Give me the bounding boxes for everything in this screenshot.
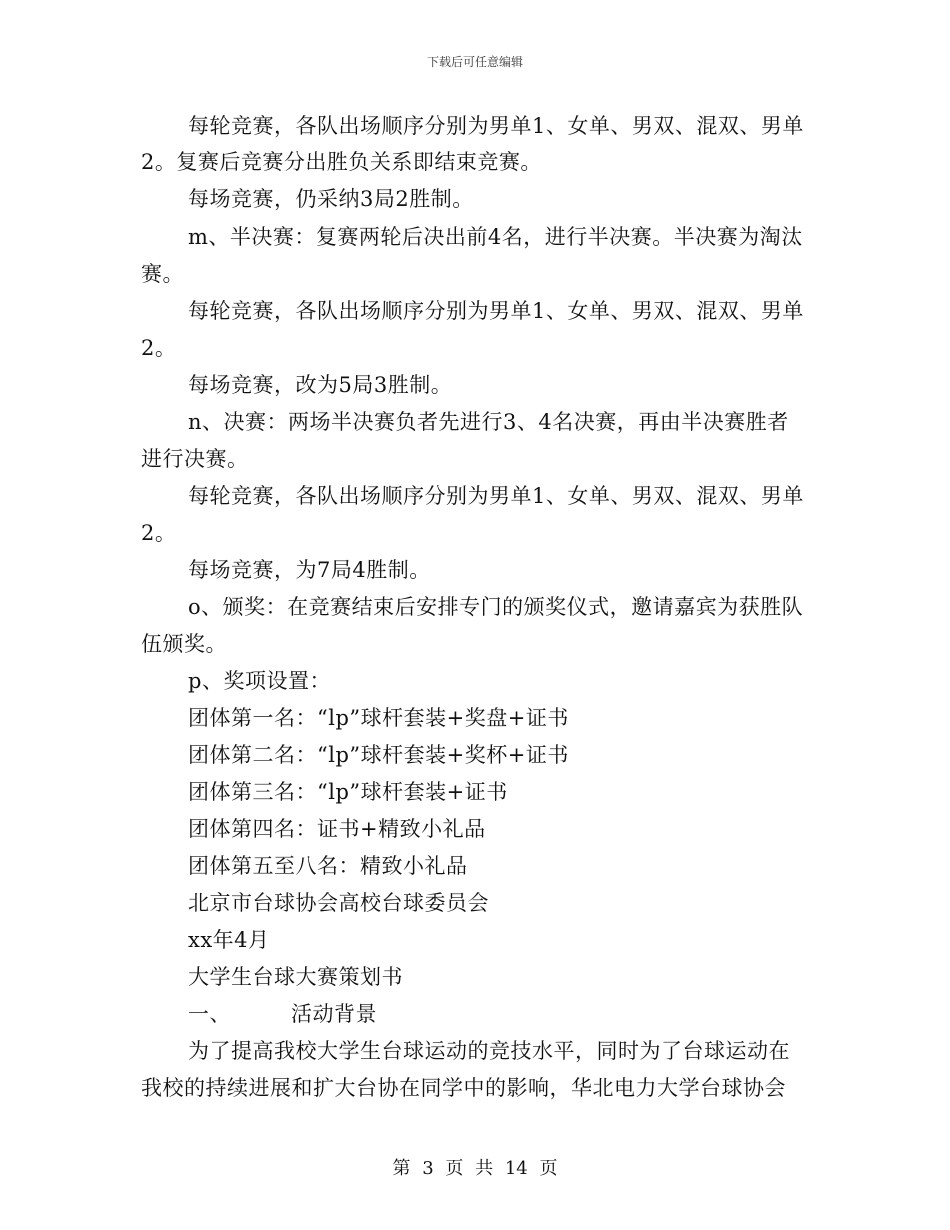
body-line: 团体第五至八名：精致小礼品 xyxy=(188,854,468,878)
page-header: 下载后可任意编辑 xyxy=(426,55,523,69)
body-line: 2。 xyxy=(141,336,177,360)
body-line: o、颁奖：在竞赛结束后安排专门的颁奖仪式，邀请嘉宾为获胜队 xyxy=(188,595,804,619)
body-line: 伍颁奖。 xyxy=(141,632,227,656)
body-line: 2。复赛后竞赛分出胜负关系即结束竞赛。 xyxy=(141,150,542,174)
body-line: 为了提高我校大学生台球运动的竞技水平，同时为了台球运动在 xyxy=(188,1039,790,1063)
body-line: n、决赛：两场半决赛负者先进行3、4名决赛，再由半决赛胜者 xyxy=(188,410,789,434)
body-line: 进行决赛。 xyxy=(141,447,249,471)
body-line: 我校的持续进展和扩大台协在同学中的影响，华北电力大学台球协会 xyxy=(141,1076,786,1100)
body-line: xx年4月 xyxy=(188,928,270,952)
page-footer: 第 3 页 共 14 页 xyxy=(392,1158,558,1179)
body-line: p、奖项设置： xyxy=(188,669,331,693)
body-line: 每轮竞赛，各队出场顺序分别为男单1、女单、男双、混双、男单 xyxy=(188,299,804,323)
body-line: 每场竞赛，为7局4胜制。 xyxy=(188,558,431,582)
body-line: 团体第二名：“lp”球杆套装+奖杯+证书 xyxy=(188,743,569,767)
body-line: 团体第一名：“lp”球杆套装+奖盘+证书 xyxy=(188,706,569,730)
body-line: 每场竞赛，改为5局3胜制。 xyxy=(188,373,453,397)
section-number: 一、 xyxy=(188,1002,231,1026)
body-line: 每轮竞赛，各队出场顺序分别为男单1、女单、男双、混双、男单 xyxy=(188,484,804,508)
body-line: 每轮竞赛，各队出场顺序分别为男单1、女单、男双、混双、男单 xyxy=(188,114,804,138)
body-line: 每场竞赛，仍采纳3局2胜制。 xyxy=(188,187,474,211)
body-line: m、半决赛：复赛两轮后决出前4名，进行半决赛。半决赛为淘汰 xyxy=(188,225,803,249)
body-line: 团体第三名：“lp”球杆套装+证书 xyxy=(188,780,508,804)
body-line: 赛。 xyxy=(141,262,184,286)
section-heading-text: 活动背景 xyxy=(291,1002,377,1026)
body-line: 北京市台球协会高校台球委员会 xyxy=(188,891,489,915)
section-heading xyxy=(188,999,377,1029)
body-line: 团体第四名：证书+精致小礼品 xyxy=(188,817,486,841)
body-line: 2。 xyxy=(141,521,177,545)
section-title: 大学生台球大赛策划书 xyxy=(188,965,403,989)
